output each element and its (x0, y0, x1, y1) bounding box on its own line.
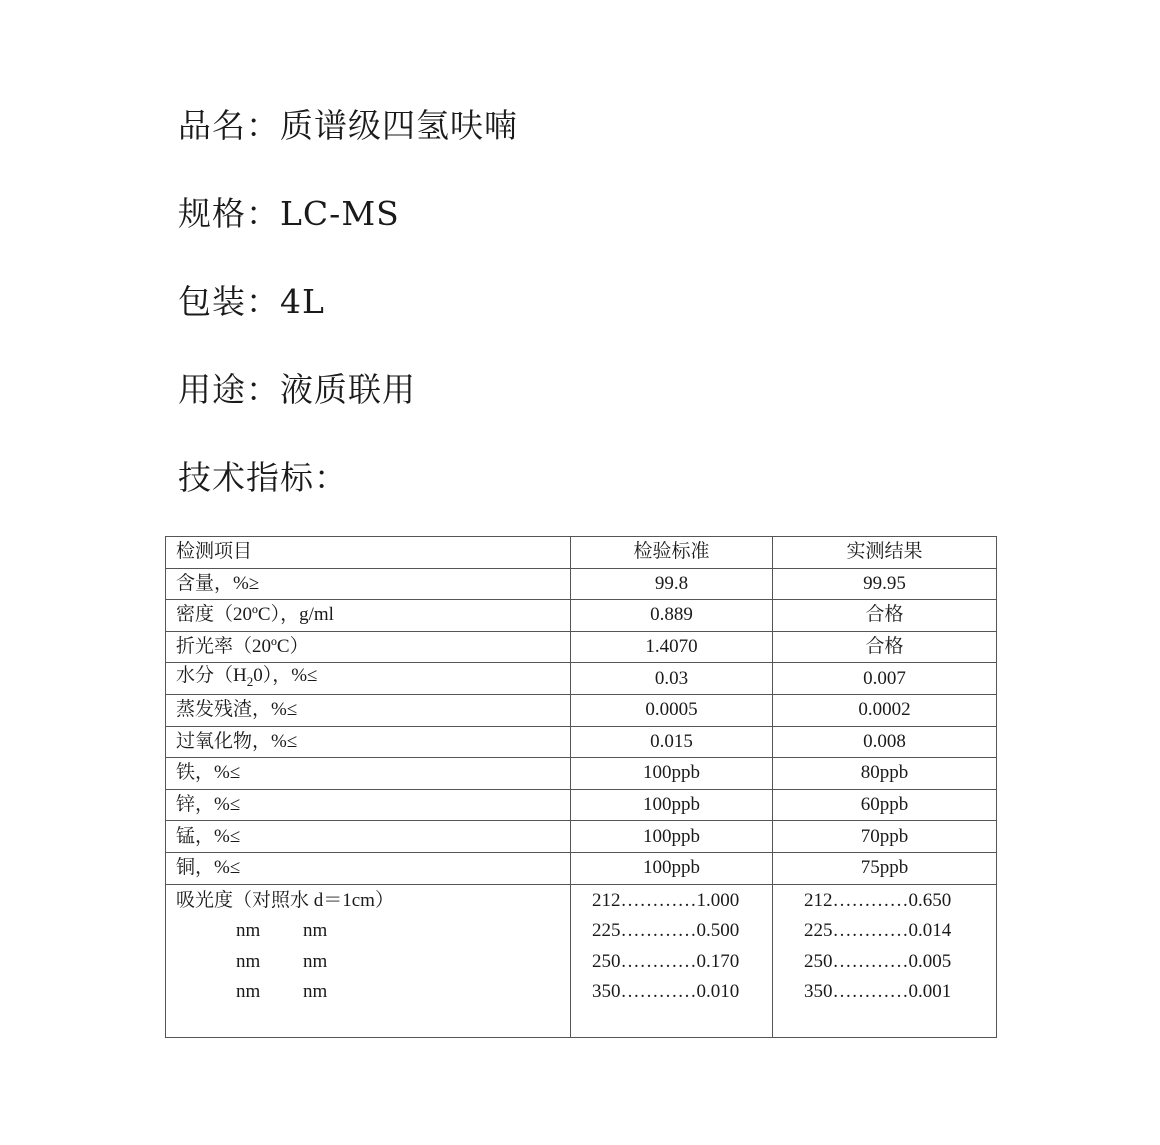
package-value: 4L (280, 282, 325, 321)
absorbance-result-value: 225…………0.014 (804, 920, 952, 942)
row-item: 蒸发残渣，%≤ (166, 694, 571, 726)
nm-line (176, 919, 570, 950)
row-standard: 0.03 (571, 663, 773, 695)
row-item: 锰，%≤ (166, 821, 571, 853)
spec-label: 规格： (178, 194, 280, 233)
row-item: 铜，%≤ (166, 852, 571, 884)
package-line (178, 282, 325, 322)
nm-unit: nm (303, 920, 328, 942)
spec-table (165, 536, 997, 1038)
spec-line (178, 194, 400, 234)
row-result: 0.0002 (773, 694, 997, 726)
row-item: 过氧化物，%≤ (166, 726, 571, 758)
row-standard: 1.4070 (571, 631, 773, 663)
header-result: 实测结果 (773, 537, 997, 569)
row-standard: 0.889 (571, 600, 773, 632)
table-header-row (166, 537, 997, 569)
row-item: 铁，%≤ (166, 758, 571, 790)
absorbance-title: 吸光度（对照水 d＝1cm） (176, 889, 394, 911)
nm-unit: nm (303, 950, 328, 972)
row-item-pre: 水分（H (176, 664, 247, 686)
table-row (166, 663, 997, 695)
spec-value: LC-MS (280, 194, 400, 233)
row-item-post: 0），%≤ (253, 664, 318, 686)
row-result: 99.95 (773, 568, 997, 600)
nm-line (176, 980, 570, 1011)
row-item (166, 663, 571, 695)
row-standard: 100ppb (571, 758, 773, 790)
absorbance-result-value: 250…………0.005 (804, 950, 952, 972)
absorbance-standard-value: 250…………0.170 (592, 950, 740, 972)
absorbance-standard-cell (571, 884, 773, 1037)
table-row (166, 852, 997, 884)
row-item: 含量，%≥ (166, 568, 571, 600)
table-row (166, 600, 997, 632)
usage-line (178, 370, 416, 410)
nm-unit: nm (303, 981, 328, 1003)
row-result: 合格 (773, 600, 997, 632)
header-item: 检测项目 (166, 537, 571, 569)
row-item: 锌，%≤ (166, 789, 571, 821)
row-standard: 0.0005 (571, 694, 773, 726)
absorbance-standard-value: 350…………0.010 (592, 981, 740, 1003)
absorbance-standard-value: 225…………0.500 (592, 920, 740, 942)
row-result: 80ppb (773, 758, 997, 790)
absorbance-result-value: 350…………0.001 (804, 981, 952, 1003)
package-label: 包装： (178, 282, 280, 321)
row-item-subscript: 2 (246, 673, 254, 689)
row-result: 70ppb (773, 821, 997, 853)
row-standard: 100ppb (571, 852, 773, 884)
row-item: 折光率（20ºC） (166, 631, 571, 663)
row-item: 密度（20ºC），g/ml (166, 600, 571, 632)
row-standard: 100ppb (571, 821, 773, 853)
nm-unit: nm (236, 981, 261, 1003)
product-name-value: 质谱级四氢呋喃 (280, 106, 518, 145)
table-row (166, 758, 997, 790)
absorbance-result-cell (773, 884, 997, 1037)
table-row (166, 694, 997, 726)
absorbance-result-value: 212…………0.650 (804, 889, 952, 911)
nm-unit: nm (236, 950, 261, 972)
row-standard: 100ppb (571, 789, 773, 821)
product-name-line (178, 106, 518, 146)
row-standard: 0.015 (571, 726, 773, 758)
table-row (166, 726, 997, 758)
tech-spec-label: 技术指标： (178, 458, 348, 497)
tech-spec-heading (178, 458, 348, 498)
nm-unit: nm (236, 920, 261, 942)
absorbance-row (166, 884, 997, 1037)
absorbance-item-cell (166, 884, 571, 1037)
row-result: 0.007 (773, 663, 997, 695)
row-result: 60ppb (773, 789, 997, 821)
row-result: 合格 (773, 631, 997, 663)
product-name-label: 品名： (178, 106, 280, 145)
row-standard: 99.8 (571, 568, 773, 600)
usage-label: 用途： (178, 370, 280, 409)
table-row (166, 631, 997, 663)
usage-value: 液质联用 (280, 370, 416, 409)
row-result: 75ppb (773, 852, 997, 884)
nm-line (176, 950, 570, 981)
table-row (166, 821, 997, 853)
row-result: 0.008 (773, 726, 997, 758)
table-row (166, 789, 997, 821)
header-standard: 检验标准 (571, 537, 773, 569)
absorbance-standard-value: 212…………1.000 (592, 889, 740, 911)
table-row (166, 568, 997, 600)
